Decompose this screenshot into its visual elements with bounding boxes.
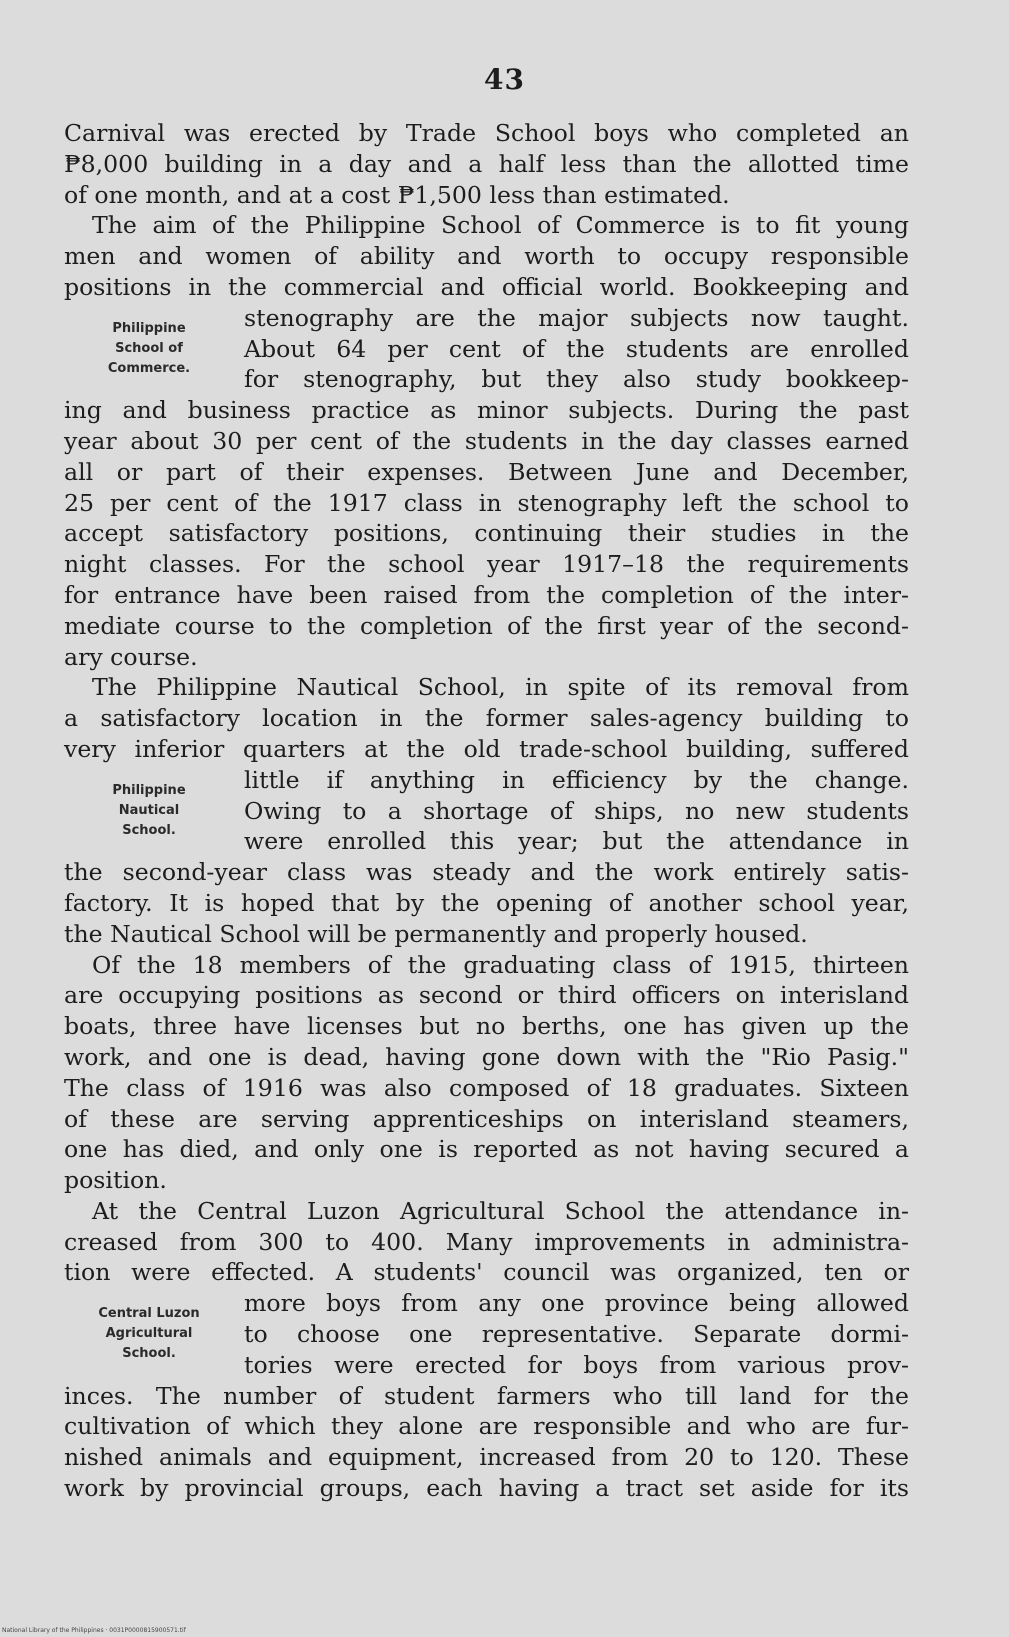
text-line: boats, three have licenses but no berths, one has given up the: [64, 1012, 909, 1041]
text-line: one has died, and only one is reported as not having secured a: [64, 1135, 909, 1164]
margin-note-nautical: [64, 781, 234, 841]
margin-note-line: Agricultural: [105, 1326, 193, 1342]
text-line: ing and business practice as minor subjects. During the past: [64, 396, 909, 425]
text-line: positions in the commercial and official world. Bookkeeping and: [64, 272, 909, 301]
body-text: [64, 118, 909, 1504]
text-line: to choose one representative. Separate dormi-: [244, 1320, 909, 1349]
margin-note-line: Commerce.: [107, 360, 191, 376]
text-line: work by provincial groups, each having a tract set aside for its: [64, 1474, 909, 1503]
margin-note-line: School.: [122, 822, 176, 838]
text-line: At the Central Luzon Agricultural School the attendance in-: [92, 1196, 909, 1225]
text-line: were enrolled this year; but the attendance in: [244, 827, 909, 856]
text-line: The Philippine Nautical School, in spite of its removal from: [92, 673, 909, 702]
margin-note-commerce: [64, 319, 234, 379]
text-line: of one month, and at a cost ₱1,500 less than estimated.: [64, 180, 730, 209]
margin-note-line: School of: [115, 340, 183, 356]
text-line: Owing to a shortage of ships, no new students: [244, 796, 909, 825]
text-line: nished animals and equipment, increased from 20 to 120. These: [64, 1443, 909, 1472]
text-line: The class of 1916 was also composed of 18 graduates. Sixteen: [64, 1073, 909, 1102]
text-line: The aim of the Philippine School of Commerce is to fit young: [92, 211, 909, 240]
margin-note-line: Philippine: [112, 782, 186, 798]
text-line: tion were effected. A students' council was organized, ten or: [64, 1258, 909, 1287]
margin-note-line: Philippine: [112, 320, 186, 336]
text-line: tories were erected for boys from various prov-: [244, 1350, 909, 1379]
footer-credit: National Library of the Philippines · 0031P0000815900571.tif: [2, 1627, 186, 1634]
nautical-section: [64, 765, 909, 857]
text-line: stenography are the major subjects now taught.: [244, 303, 909, 332]
text-line: cultivation of which they alone are responsible and who are fur-: [64, 1412, 909, 1441]
text-line: inces. The number of student farmers who till land for the: [64, 1381, 909, 1410]
margin-note-agricultural: [64, 1304, 234, 1364]
text-line: About 64 per cent of the students are enrolled: [244, 334, 909, 363]
text-line: little if anything in efficiency by the change.: [244, 765, 909, 794]
text-line: Of the 18 members of the graduating class of 1915, thirteen: [92, 950, 909, 979]
text-line: for stenography, but they also study bookkeep-: [244, 365, 909, 394]
page-number: 43: [484, 63, 525, 96]
margin-note-line: Nautical: [118, 802, 180, 818]
text-line: the second-year class was steady and the work entirely satis-: [64, 858, 909, 887]
text-line: are occupying positions as second or third officers on interisland: [64, 981, 909, 1010]
text-line: 25 per cent of the 1917 class in stenography left the school to: [64, 488, 909, 517]
margin-note-line: School.: [122, 1346, 176, 1362]
text-line: more boys from any one province being allowed: [244, 1289, 909, 1318]
margin-note-line: Central Luzon: [98, 1306, 200, 1322]
text-line: the Nautical School will be permanently and properly housed.: [64, 919, 808, 948]
commerce-section: [64, 303, 909, 395]
text-line: year about 30 per cent of the students in the day classes earned: [64, 426, 909, 455]
text-line: ₱8,000 building in a day and a half less than the allotted time: [64, 149, 909, 178]
text-line: ary course.: [64, 642, 198, 671]
text-line: a satisfactory location in the former sales-agency building to: [64, 704, 909, 733]
text-line: creased from 300 to 400. Many improvements in administra-: [64, 1227, 909, 1256]
text-line: factory. It is hoped that by the opening of another school year,: [64, 888, 909, 917]
text-line: very inferior quarters at the old trade-school building, suffered: [64, 734, 909, 763]
text-line: work, and one is dead, having gone down with the "Rio Pasig.": [64, 1042, 909, 1071]
text-line: Carnival was erected by Trade School boys who completed an: [64, 119, 909, 147]
text-line: mediate course to the completion of the first year of the second-: [64, 611, 909, 640]
text-line: of these are serving apprenticeships on interisland steamers,: [64, 1104, 909, 1133]
agricultural-section: [64, 1288, 909, 1380]
text-line: for entrance have been raised from the completion of the inter-: [64, 580, 909, 609]
text-line: accept satisfactory positions, continuing their studies in the: [64, 519, 909, 548]
text-line: men and women of ability and worth to occupy responsible: [64, 242, 909, 271]
text-line: night classes. For the school year 1917–18 the requirements: [64, 550, 909, 579]
text-line: all or part of their expenses. Between June and December,: [64, 457, 909, 486]
text-line: position.: [64, 1166, 167, 1195]
